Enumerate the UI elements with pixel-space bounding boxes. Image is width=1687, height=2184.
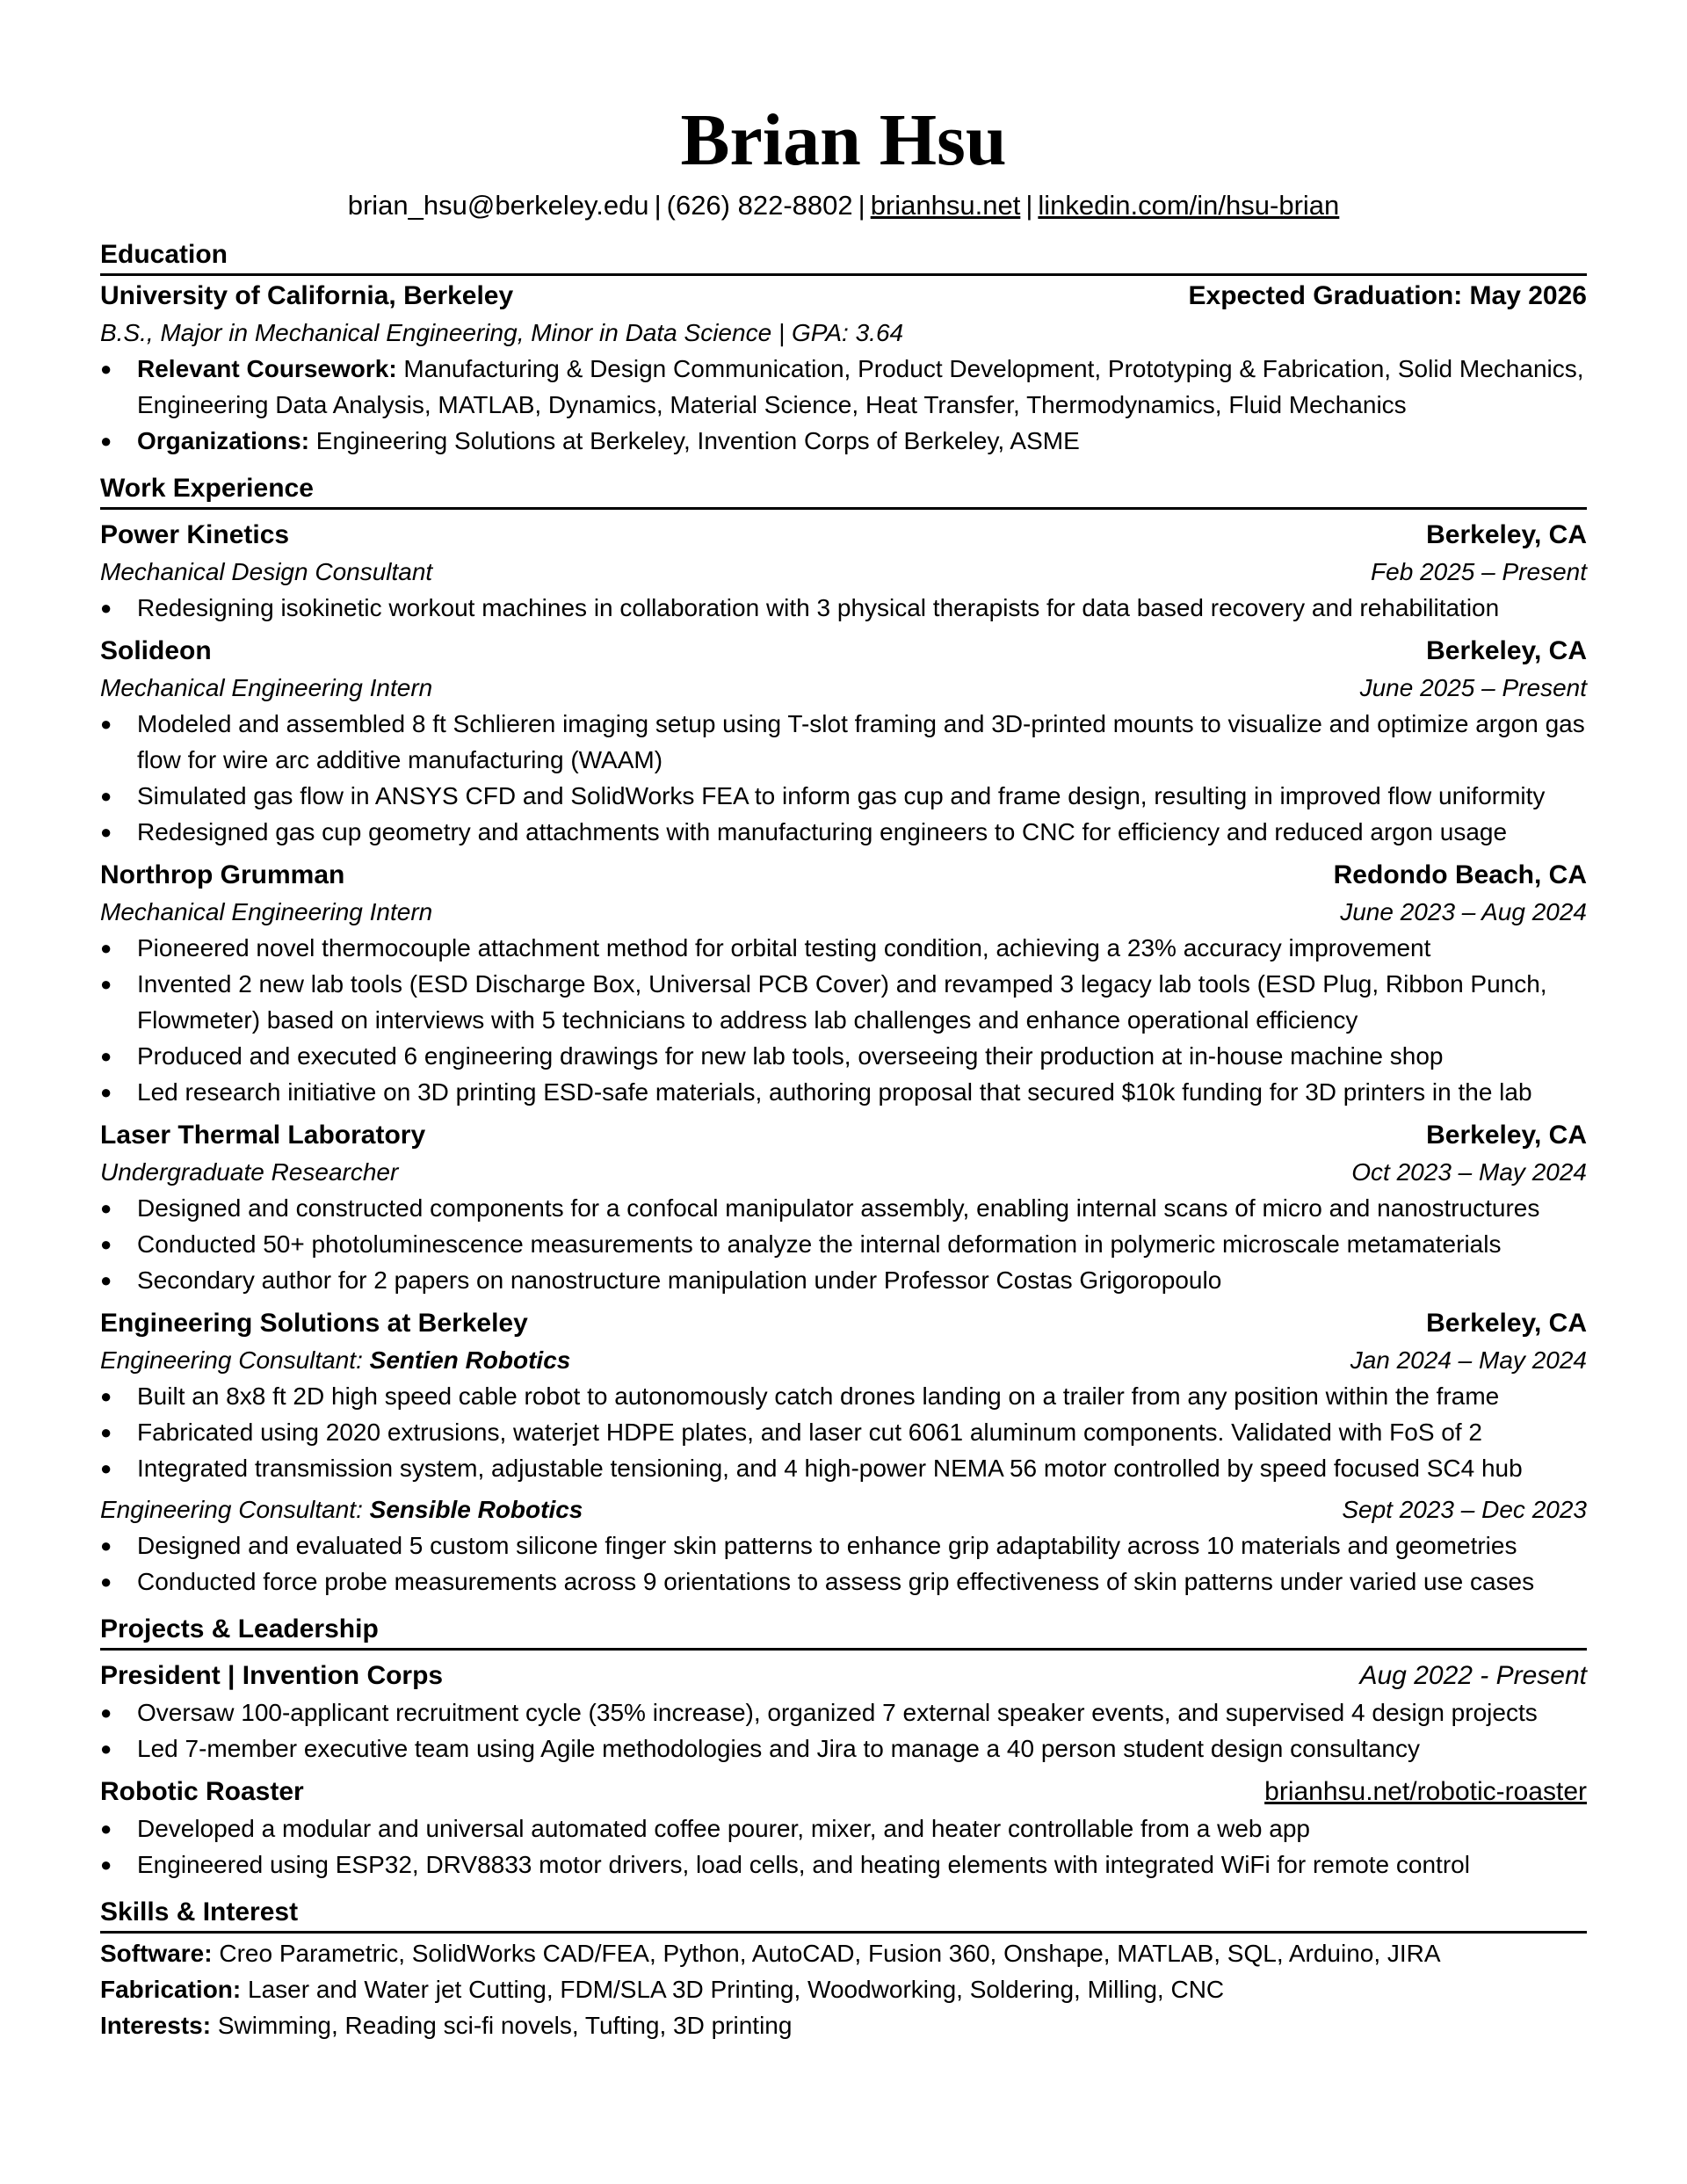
job-title-row — [100, 554, 1587, 590]
project-entry — [100, 1658, 1587, 1767]
interests-label: Interests: — [100, 2012, 212, 2039]
role-title-prefix: Engineering Consultant: — [100, 1496, 363, 1523]
role-bullets — [100, 1527, 1587, 1600]
job-dates: June 2025 – Present — [1359, 674, 1587, 701]
coursework-label: Relevant Coursework: — [137, 355, 397, 382]
job-title-row — [100, 1154, 1587, 1190]
list-item: ● Redesigned gas cup geometry and attachments with manufacturing engineers to CNC for efficiency and reduced argon usage — [100, 814, 1587, 850]
organizations-text: Engineering Solutions at Berkeley, Invention Corps of Berkeley, ASME — [315, 427, 1080, 454]
job-header-row — [100, 857, 1587, 894]
list-item: ● Secondary author for 2 papers on nanostructure manipulation under Professor Costas Grigoropoulo — [100, 1262, 1587, 1298]
linkedin-link[interactable]: linkedin.com/in/hsu-brian — [1038, 190, 1340, 221]
projects-section — [100, 1612, 1587, 1883]
role-dates: Sept 2023 – Dec 2023 — [1342, 1496, 1587, 1523]
job-bullets — [100, 706, 1587, 850]
list-item: ● Oversaw 100-applicant recruitment cycle (35% increase), organized 7 external speaker events, and supervised 4 design projects — [100, 1694, 1587, 1731]
list-item — [100, 351, 1587, 423]
role-title — [100, 1342, 570, 1378]
job-dates: Oct 2023 – May 2024 — [1351, 1158, 1587, 1186]
list-item: ● Designed and evaluated 5 custom silicone finger skin patterns to enhance grip adaptability across 10 materials and geometries — [100, 1527, 1587, 1564]
section-heading: Skills & Interest — [100, 1895, 1587, 1934]
job-bullets — [100, 1190, 1587, 1298]
job-location: Berkeley, CA — [1426, 520, 1587, 549]
list-item — [100, 423, 1587, 459]
contact-separator: | — [1025, 190, 1033, 221]
list-item: ● Simulated gas flow in ANSYS CFD and SolidWorks FEA to inform gas cup and frame design, resulting in improved flow uniformity — [100, 778, 1587, 814]
role-title-row — [100, 1342, 1587, 1378]
list-item: ● Designed and constructed components for a confocal manipulator assembly, enabling internal scans of micro and nanostructures — [100, 1190, 1587, 1226]
fabrication-line — [100, 1971, 1587, 2007]
interests-text: Swimming, Reading sci-fi novels, Tufting, 3D printing — [217, 2012, 793, 2039]
job-dates: Feb 2025 – Present — [1371, 558, 1587, 585]
job-header-row — [100, 1117, 1587, 1154]
job-title-row — [100, 670, 1587, 706]
list-item: ● Produced and executed 6 engineering drawings for new lab tools, overseeing their production at in-house machine shop — [100, 1038, 1587, 1074]
education-section — [100, 237, 1587, 459]
graduation-date: Expected Graduation: May 2026 — [1188, 281, 1587, 310]
role-title-row — [100, 1491, 1587, 1527]
role-client: Sensible Robotics — [369, 1496, 583, 1523]
job-location: Berkeley, CA — [1426, 1309, 1587, 1338]
job-dates: June 2023 – Aug 2024 — [1340, 898, 1587, 925]
fabrication-label: Fabrication: — [100, 1976, 242, 2003]
project-link[interactable]: brianhsu.net/robotic-roaster — [1264, 1777, 1587, 1806]
email-link[interactable]: brian_hsu@berkeley.edu — [347, 190, 649, 221]
job-org: Laser Thermal Laboratory — [100, 1121, 426, 1150]
project-bullets — [100, 1694, 1587, 1767]
job-location: Berkeley, CA — [1426, 636, 1587, 665]
education-bullets — [100, 351, 1587, 459]
job-org: Northrop Grumman — [100, 860, 345, 889]
work-section — [100, 471, 1587, 1600]
website-link[interactable]: brianhsu.net — [870, 190, 1021, 221]
role-title — [100, 1491, 583, 1527]
coursework-text: Manufacturing & Design Communication, Product Development, Prototyping & Fabrication, Solid Mechanics, Engineering Data Analysis, MATLAB, Dynamics, Material Science, Heat Transfer, Thermodynamics, Fluid Mechanics — [137, 355, 1584, 418]
candidate-name: Brian Hsu — [680, 99, 1007, 181]
list-item: ● Fabricated using 2020 extrusions, waterjet HDPE plates, and laser cut 6061 aluminum components. Validated with FoS of 2 — [100, 1414, 1587, 1450]
list-item: ● Developed a modular and universal automated coffee pourer, mixer, and heater controllable from a web app — [100, 1810, 1587, 1847]
section-heading: Projects & Leadership — [100, 1612, 1587, 1651]
job-header-row — [100, 1305, 1587, 1342]
project-bullets — [100, 1810, 1587, 1883]
list-item: ● Engineered using ESP32, DRV8833 motor drivers, load cells, and heating elements with integrated WiFi for remote control — [100, 1847, 1587, 1883]
list-item: ● Redesigning isokinetic workout machines in collaboration with 3 physical therapists for data based recovery and rehabilitation — [100, 590, 1587, 626]
software-label: Software: — [100, 1940, 213, 1967]
contact-separator: | — [858, 190, 865, 221]
job-header-row — [100, 517, 1587, 554]
software-text: Creo Parametric, SolidWorks CAD/FEA, Python, AutoCAD, Fusion 360, Onshape, MATLAB, SQL, Arduino, JIRA — [219, 1940, 1441, 1967]
job-title: Mechanical Engineering Intern — [100, 898, 433, 925]
list-item: ● Integrated transmission system, adjustable tensioning, and 4 high-power NEMA 56 motor controlled by speed focused SC4 hub — [100, 1450, 1587, 1486]
fabrication-text: Laser and Water jet Cutting, FDM/SLA 3D Printing, Woodworking, Soldering, Milling, CNC — [248, 1976, 1225, 2003]
list-item: ● Built an 8x8 ft 2D high speed cable robot to autonomously catch drones landing on a trailer from any position within the frame — [100, 1378, 1587, 1414]
project-title: Robotic Roaster — [100, 1777, 304, 1806]
job-entry — [100, 1305, 1587, 1600]
job-title: Mechanical Engineering Intern — [100, 674, 433, 701]
job-title: Undergraduate Researcher — [100, 1158, 399, 1186]
list-item: ● Led research initiative on 3D printing ESD-safe materials, authoring proposal that secured $10k funding for 3D printers in the lab — [100, 1074, 1587, 1110]
role-bullets — [100, 1378, 1587, 1486]
resume-content — [100, 98, 1587, 2043]
organizations-label: Organizations: — [137, 427, 310, 454]
contact-separator: | — [654, 190, 662, 221]
job-entry — [100, 517, 1587, 626]
role-client: Sentien Robotics — [369, 1346, 571, 1374]
job-header-row — [100, 633, 1587, 670]
software-line — [100, 1935, 1587, 1971]
section-heading: Education — [100, 237, 1587, 276]
degree-line: B.S., Major in Mechanical Engineering, Minor in Data Science | GPA: 3.64 — [100, 319, 904, 346]
job-bullets — [100, 590, 1587, 626]
skills-section — [100, 1895, 1587, 2043]
list-item: ● Conducted 50+ photoluminescence measurements to analyze the internal deformation in polymeric microscale metamaterials — [100, 1226, 1587, 1262]
list-item: ● Led 7-member executive team using Agile methodologies and Jira to manage a 40 person student design consultancy — [100, 1731, 1587, 1767]
project-header-row — [100, 1658, 1587, 1694]
section-heading: Work Experience — [100, 471, 1587, 510]
list-item: ● Invented 2 new lab tools (ESD Discharge Box, Universal PCB Cover) and revamped 3 legacy lab tools (ESD Plug, Ribbon Punch, Flowmeter) based on interviews with 5 technicians to address lab challenges and enhance operational efficiency — [100, 966, 1587, 1038]
school-name: University of California, Berkeley — [100, 281, 514, 310]
job-entry — [100, 857, 1587, 1110]
job-title-row — [100, 894, 1587, 930]
job-location: Berkeley, CA — [1426, 1121, 1587, 1150]
job-org: Engineering Solutions at Berkeley — [100, 1309, 528, 1338]
list-item: ● Conducted force probe measurements across 9 orientations to assess grip effectiveness of skin patterns under varied use cases — [100, 1564, 1587, 1600]
education-header-row — [100, 278, 1587, 315]
job-bullets — [100, 930, 1587, 1110]
job-entry — [100, 1117, 1587, 1298]
role-dates: Jan 2024 – May 2024 — [1350, 1346, 1587, 1374]
list-item: ● Pioneered novel thermocouple attachment method for orbital testing condition, achieving a 23% accuracy improvement — [100, 930, 1587, 966]
phone-number: (626) 822-8802 — [666, 190, 853, 221]
job-title: Mechanical Design Consultant — [100, 558, 433, 585]
project-header-row — [100, 1774, 1587, 1810]
job-location: Redondo Beach, CA — [1333, 860, 1587, 889]
contact-line — [100, 186, 1587, 225]
list-item: ● Modeled and assembled 8 ft Schlieren imaging setup using T-slot framing and 3D-printed mounts to visualize and optimize argon gas flow for wire arc additive manufacturing (WAAM) — [100, 706, 1587, 778]
project-title: President | Invention Corps — [100, 1661, 444, 1690]
interests-line — [100, 2007, 1587, 2043]
project-dates: Aug 2022 - Present — [1359, 1661, 1587, 1690]
job-entry — [100, 633, 1587, 850]
job-org: Solideon — [100, 636, 212, 665]
job-org: Power Kinetics — [100, 520, 290, 549]
role-title-prefix: Engineering Consultant: — [100, 1346, 363, 1374]
project-entry — [100, 1774, 1587, 1883]
